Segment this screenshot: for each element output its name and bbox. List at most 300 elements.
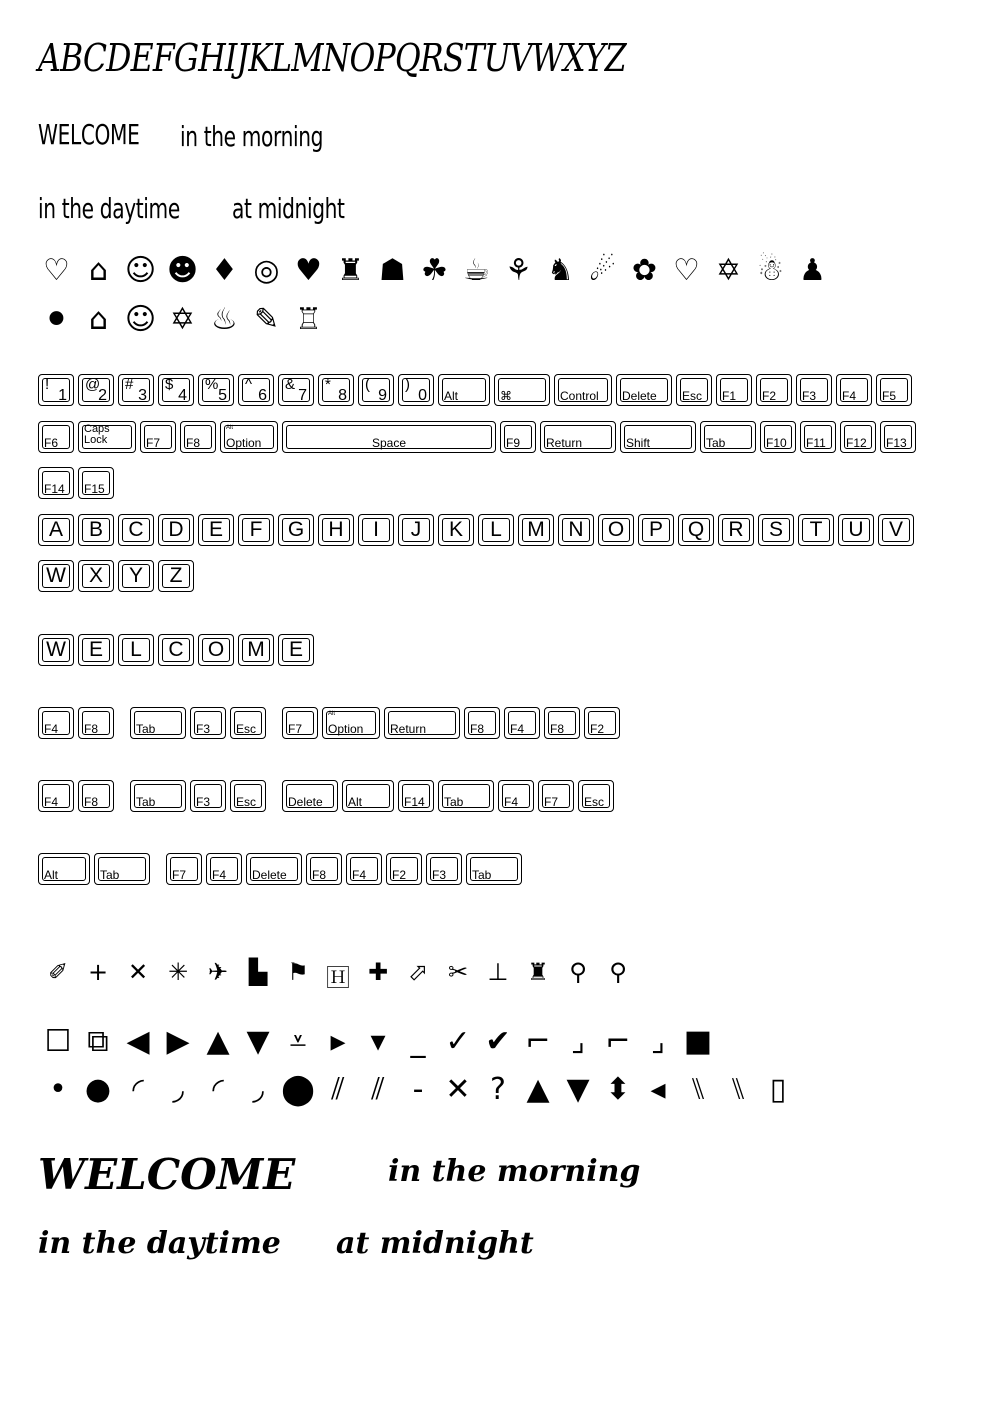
keycap-alt-label: Alt <box>226 425 234 431</box>
keycap-digit: 8 <box>338 387 347 404</box>
clipart-glyph: ♟ <box>799 253 826 288</box>
keycap <box>796 374 832 406</box>
symbol-glyph: ● <box>84 1072 112 1107</box>
keycap <box>798 514 834 546</box>
thin-midnight: at midnight <box>232 192 345 225</box>
keycap-digit: 2 <box>98 387 107 404</box>
keycap <box>398 514 434 546</box>
symbol-glyph: ▸ <box>330 1024 346 1059</box>
keycap-letter: U <box>848 518 864 541</box>
keycap <box>118 634 154 666</box>
symbol-glyph: ▙ <box>248 958 268 986</box>
keycap-letter: O <box>207 638 225 661</box>
keycap-letter: M <box>527 518 545 541</box>
keycap-label: F2 <box>392 868 407 882</box>
keycap <box>500 421 536 453</box>
symbol-glyph: ▼ <box>566 1072 590 1107</box>
keycap <box>346 853 382 885</box>
brush-morning: in the morning <box>388 1154 641 1189</box>
keycap-label: F9 <box>506 436 521 450</box>
symbol-glyph: ⑊ <box>689 1072 707 1107</box>
keycap <box>180 421 216 453</box>
keycap <box>678 514 714 546</box>
keycap-letter: E <box>88 638 103 661</box>
key-sequence-2 <box>38 780 614 812</box>
keycap-label: Tab <box>136 722 156 736</box>
symbol-glyph: ▲ <box>526 1072 550 1107</box>
keycap <box>206 853 242 885</box>
keycap-label: F3 <box>196 722 211 736</box>
keycap <box>78 560 114 592</box>
keycap-label: F8 <box>312 868 327 882</box>
symbol-glyph: ♜ <box>527 958 549 986</box>
keycap <box>38 780 74 812</box>
keycap-letter: E <box>288 638 303 661</box>
clipart-glyph: ☺ <box>124 302 157 337</box>
keycap <box>540 421 616 453</box>
keycap-digit: 7 <box>298 387 307 404</box>
symbol-glyph: ▶ <box>166 1024 190 1059</box>
keycap-letter: W <box>46 564 66 587</box>
keycap-label: Tab <box>136 795 156 809</box>
keycap-letter: M <box>247 638 265 661</box>
keycap <box>558 514 594 546</box>
keycap-letter: A <box>48 518 63 541</box>
keycap <box>158 560 194 592</box>
keycap <box>426 853 462 885</box>
keycap <box>386 853 422 885</box>
keycap-letter: C <box>168 638 184 661</box>
keycap-digit: 3 <box>138 387 147 404</box>
keycap <box>94 853 150 885</box>
keycap <box>190 707 226 739</box>
symbol-glyph: ✔ <box>485 1024 511 1059</box>
keycap <box>716 374 752 406</box>
letter-keys-row-1 <box>38 514 914 546</box>
symbol-glyph: ⬍ <box>605 1072 631 1107</box>
thin-morning: in the morning <box>180 120 324 153</box>
brush-midnight: at midnight <box>336 1226 534 1261</box>
thin-welcome: WELCOME <box>38 118 140 151</box>
symbol-glyph: 🄷 <box>326 964 350 992</box>
keycap <box>322 707 380 739</box>
clipart-glyph: ♦ <box>211 253 238 288</box>
keycap-label: Shift <box>626 436 651 450</box>
keycap <box>118 374 154 406</box>
keycap <box>78 514 114 546</box>
clipart-glyph: ✿ <box>631 253 658 288</box>
keycap-shift-symbol: # <box>125 376 134 393</box>
keycap <box>130 780 186 812</box>
keycap <box>78 467 114 499</box>
clipart-glyph: ⚫ <box>43 302 70 337</box>
keycap <box>78 421 136 453</box>
brush-daytime: in the daytime <box>38 1226 281 1261</box>
keycap <box>878 514 914 546</box>
keycap <box>554 374 612 406</box>
symbol-glyph: ✂ <box>447 958 469 986</box>
keycap-label: F1 <box>722 389 737 403</box>
keycap <box>78 634 114 666</box>
keycap <box>318 514 354 546</box>
symbol-glyph: ⩡ <box>289 1024 307 1059</box>
symbol-glyph: ✈ <box>207 958 229 986</box>
keycap <box>278 634 314 666</box>
symbols-row-1 <box>38 958 638 993</box>
keycap-letter: L <box>490 518 502 541</box>
keycap-letter: Y <box>128 564 143 587</box>
keycap-shift-symbol: * <box>325 376 331 393</box>
clipart-glyph: ⚘ <box>505 253 532 288</box>
keycaps-row-2 <box>38 421 916 453</box>
symbol-glyph: _ <box>410 1024 426 1059</box>
symbol-glyph: ▾ <box>370 1024 386 1059</box>
keycap-digit: 1 <box>58 387 67 404</box>
keycap-digit: 0 <box>418 387 427 404</box>
symbol-glyph: ⌟ <box>570 1024 586 1059</box>
symbol-glyph: ⊥ <box>487 958 509 986</box>
keycap-label: Option <box>226 436 262 450</box>
keycap <box>198 634 234 666</box>
symbol-glyph: ⑊ <box>729 1072 747 1107</box>
clipart-glyph: ☃ <box>757 253 784 288</box>
keycap-label: F7 <box>544 795 559 809</box>
keycap-letter: P <box>648 518 663 541</box>
keycap <box>38 707 74 739</box>
keycap-label: F4 <box>510 722 525 736</box>
keycap-letter: Q <box>687 518 705 541</box>
keycap-label: F14 <box>44 482 65 496</box>
keycap-label: F8 <box>84 795 99 809</box>
keycap-label: Space <box>371 436 407 450</box>
keycap-letter: W <box>46 638 66 661</box>
keycap <box>38 853 90 885</box>
keycap-label: F5 <box>882 389 897 403</box>
symbol-glyph: ■ <box>683 1024 713 1059</box>
keycap <box>876 374 912 406</box>
keycap <box>282 421 496 453</box>
symbol-glyph: ◜ <box>132 1072 144 1107</box>
keycap <box>756 374 792 406</box>
keycap-label: F4 <box>212 868 227 882</box>
keycap-letter: V <box>888 518 903 541</box>
brush-welcome: WELCOME <box>38 1150 296 1199</box>
keycap-label: Alt <box>44 868 59 882</box>
keycap-label: Esc <box>236 722 257 736</box>
clipart-glyph: ☕ <box>463 253 490 288</box>
keycap-label: Delete <box>252 868 287 882</box>
symbol-glyph: ⌟ <box>650 1024 666 1059</box>
clipart-glyph: ☄ <box>589 253 616 288</box>
keycap <box>578 780 614 812</box>
keycap <box>118 514 154 546</box>
keycap <box>384 707 460 739</box>
keycap <box>38 467 74 499</box>
keycap <box>880 421 916 453</box>
keycap <box>158 514 194 546</box>
keycap <box>38 560 74 592</box>
symbol-glyph: ▼ <box>246 1024 270 1059</box>
symbol-glyph: ⬀ <box>407 958 429 986</box>
symbol-glyph: + <box>87 958 109 986</box>
keycap <box>230 780 266 812</box>
keycap-label: F8 <box>470 722 485 736</box>
keycap <box>318 374 354 406</box>
keycap <box>358 514 394 546</box>
keycap <box>38 421 74 453</box>
keycap-label: F8 <box>186 436 201 450</box>
keycap <box>38 374 74 406</box>
keycap-label: F7 <box>288 722 303 736</box>
keycap-letter: F <box>249 518 263 541</box>
keycap-letter: E <box>208 518 223 541</box>
keycap-label: F7 <box>146 436 161 450</box>
keycap-letter: J <box>410 518 422 541</box>
clipart-glyph: ⌂ <box>88 302 109 337</box>
keycaps-row-3 <box>38 467 114 499</box>
keycap <box>78 780 114 812</box>
keycap-label: Option <box>328 722 364 736</box>
keycap-label: F7 <box>172 868 187 882</box>
key-sequence-3 <box>38 853 522 885</box>
keycap-label: Delete <box>288 795 323 809</box>
keycap <box>544 707 580 739</box>
keycap-letter: K <box>448 518 463 541</box>
keycap <box>466 853 522 885</box>
thin-daytime: in the daytime <box>38 192 180 225</box>
keycap-label: ⌘ <box>500 389 512 403</box>
keycap-shift-symbol: ^ <box>245 376 253 393</box>
symbol-glyph: • <box>49 1072 67 1107</box>
keycap-label: Tab <box>100 868 120 882</box>
keycap <box>278 514 314 546</box>
keycap-letter: H <box>328 518 344 541</box>
keycap-alt-label: Alt <box>328 711 336 717</box>
keycap <box>758 514 794 546</box>
keycap <box>616 374 672 406</box>
keycap <box>518 514 554 546</box>
keycap <box>504 707 540 739</box>
keycap-shift-symbol: ( <box>365 376 370 393</box>
symbol-glyph: ☐ <box>44 1024 72 1059</box>
keycap-shift-symbol: ) <box>405 376 410 393</box>
keycap-digit: 5 <box>218 387 227 404</box>
keycap-shift-symbol: ! <box>45 376 50 393</box>
keycap <box>840 421 876 453</box>
keycap-label: Esc <box>682 389 703 403</box>
keycap-shift-symbol: & <box>285 376 296 393</box>
keycap <box>494 374 550 406</box>
symbol-glyph: ⚲ <box>609 958 627 986</box>
keycap-letter: D <box>168 518 184 541</box>
keycap-label: Control <box>560 389 599 403</box>
keycap <box>700 421 756 453</box>
clipart-glyph: ♡ <box>673 253 700 288</box>
keycap-label: F3 <box>802 389 817 403</box>
clipart-glyph: ✡ <box>715 253 742 288</box>
keycap <box>498 780 534 812</box>
clipart-glyph: ✡ <box>169 302 196 337</box>
clipart-glyph: ☺ <box>124 253 157 288</box>
keycap <box>190 780 226 812</box>
clipart-glyph: ♜ <box>337 253 364 288</box>
letter-keys-row-2 <box>38 560 194 592</box>
keycap <box>238 634 274 666</box>
keycap <box>220 421 278 453</box>
keycap-label: F10 <box>766 436 787 450</box>
keycap <box>38 514 74 546</box>
keycap <box>278 374 314 406</box>
keycap-label: Tab <box>444 795 464 809</box>
clipart-glyph: ♨ <box>211 302 238 337</box>
keycap-label: F4 <box>504 795 519 809</box>
keycap <box>140 421 176 453</box>
keycap <box>620 421 696 453</box>
keycap-shift-symbol: % <box>205 376 219 393</box>
keycap <box>198 514 234 546</box>
keycap <box>130 707 186 739</box>
keycap-label: Alt <box>348 795 363 809</box>
keycap <box>464 707 500 739</box>
keycaps-row-1 <box>38 374 912 406</box>
keycap-label: F4 <box>44 795 59 809</box>
keycap-label: F2 <box>590 722 605 736</box>
clipart-glyph: ☻ <box>166 253 199 288</box>
welcome-keys <box>38 634 314 666</box>
keycap-letter: B <box>88 518 103 541</box>
symbol-glyph: ? <box>490 1072 506 1107</box>
keycap <box>584 707 620 739</box>
keycap <box>438 514 474 546</box>
keycap <box>246 853 302 885</box>
keycap <box>198 374 234 406</box>
keycap <box>598 514 634 546</box>
keycap <box>78 374 114 406</box>
keycap <box>238 374 274 406</box>
clipart-glyph: ⌂ <box>88 253 109 288</box>
clipart-glyph: ◎ <box>253 253 280 288</box>
keycap <box>282 780 338 812</box>
clipart-row-2 <box>36 302 329 337</box>
symbol-glyph: ⫽ <box>371 1072 385 1107</box>
symbol-glyph: ▲ <box>206 1024 230 1059</box>
keycap-letter: Z <box>169 564 183 587</box>
keycap-label: F13 <box>886 436 907 450</box>
keycap-label: F3 <box>432 868 447 882</box>
clipart-glyph: ☘ <box>421 253 448 288</box>
keycap <box>538 780 574 812</box>
symbol-glyph: ◀ <box>126 1024 150 1059</box>
clipart-glyph: ♡ <box>43 253 70 288</box>
keycap <box>158 634 194 666</box>
symbol-glyph: ✳ <box>167 958 189 986</box>
keycap-digit: 9 <box>378 387 387 404</box>
keycap <box>478 514 514 546</box>
keycap <box>398 780 434 812</box>
keycap-label: Return <box>390 722 427 736</box>
clipart-glyph: ♞ <box>547 253 574 288</box>
keycap-digit: 6 <box>258 387 267 404</box>
keycap-label: Caps Lock <box>84 423 110 446</box>
keycap-label: Return <box>546 436 583 450</box>
keycap-letter: C <box>128 518 144 541</box>
keycap <box>230 707 266 739</box>
keycap-shift-symbol: $ <box>165 376 174 393</box>
keycap <box>398 374 434 406</box>
symbol-glyph: ◜ <box>212 1072 224 1107</box>
keycap-label: Esc <box>584 795 605 809</box>
keycap-label: Tab <box>472 868 492 882</box>
keycap-label: F4 <box>842 389 857 403</box>
key-sequence-1 <box>38 707 620 739</box>
keycap-letter: T <box>809 518 823 541</box>
keycap-label: F14 <box>404 795 425 809</box>
symbol-glyph: ⧉ <box>87 1024 109 1059</box>
keycap-letter: N <box>568 518 584 541</box>
symbols-row-3 <box>38 1072 798 1107</box>
keycap <box>638 514 674 546</box>
symbol-glyph: ✐ <box>47 958 69 986</box>
keycap <box>306 853 342 885</box>
keycap-letter: L <box>130 638 142 661</box>
keycap-label: Alt <box>444 389 459 403</box>
symbol-glyph: ⚲ <box>569 958 587 986</box>
keycap <box>676 374 712 406</box>
symbol-glyph: ⬤ <box>281 1072 315 1107</box>
keycap <box>438 780 494 812</box>
keycap-letter: R <box>728 518 744 541</box>
keycap <box>282 707 318 739</box>
keycap <box>158 374 194 406</box>
symbol-glyph: ◂ <box>650 1072 666 1107</box>
keycap-digit: 4 <box>178 387 187 404</box>
keycap-label: F8 <box>550 722 565 736</box>
keycap <box>718 514 754 546</box>
symbol-glyph: ⚑ <box>287 958 309 986</box>
symbol-glyph: ◞ <box>172 1072 184 1107</box>
symbol-glyph: ✓ <box>445 1024 471 1059</box>
keycap-label: F11 <box>806 436 826 450</box>
symbol-glyph: ◞ <box>252 1072 264 1107</box>
symbol-glyph: ✕ <box>445 1072 471 1107</box>
keycap <box>838 514 874 546</box>
keycap <box>760 421 796 453</box>
keycap <box>38 634 74 666</box>
keycap-letter: X <box>88 564 103 587</box>
symbol-glyph: ⌐ <box>605 1024 631 1059</box>
script-alphabet: ABCDEFGHIJKLMNOPQRSTUVWXYZ <box>38 36 626 80</box>
keycap <box>238 514 274 546</box>
symbol-glyph: ⌐ <box>525 1024 551 1059</box>
symbol-glyph: ✕ <box>127 958 149 986</box>
clipart-glyph: ♖ <box>295 302 322 337</box>
clipart-glyph: ✎ <box>253 302 280 337</box>
keycap <box>166 853 202 885</box>
keycap-label: F4 <box>44 722 59 736</box>
keycap <box>342 780 394 812</box>
clipart-glyph: ☗ <box>379 253 406 288</box>
keycap-letter: I <box>373 518 379 541</box>
keycap-label: Esc <box>236 795 257 809</box>
keycap <box>800 421 836 453</box>
keycap-label: Delete <box>622 389 657 403</box>
symbol-glyph: ⫽ <box>331 1072 345 1107</box>
keycap-shift-symbol: @ <box>85 376 101 393</box>
keycap-letter: O <box>607 518 625 541</box>
keycap-label: Tab <box>706 436 726 450</box>
keycap-letter: G <box>287 518 305 541</box>
keycap-label: F6 <box>44 436 59 450</box>
